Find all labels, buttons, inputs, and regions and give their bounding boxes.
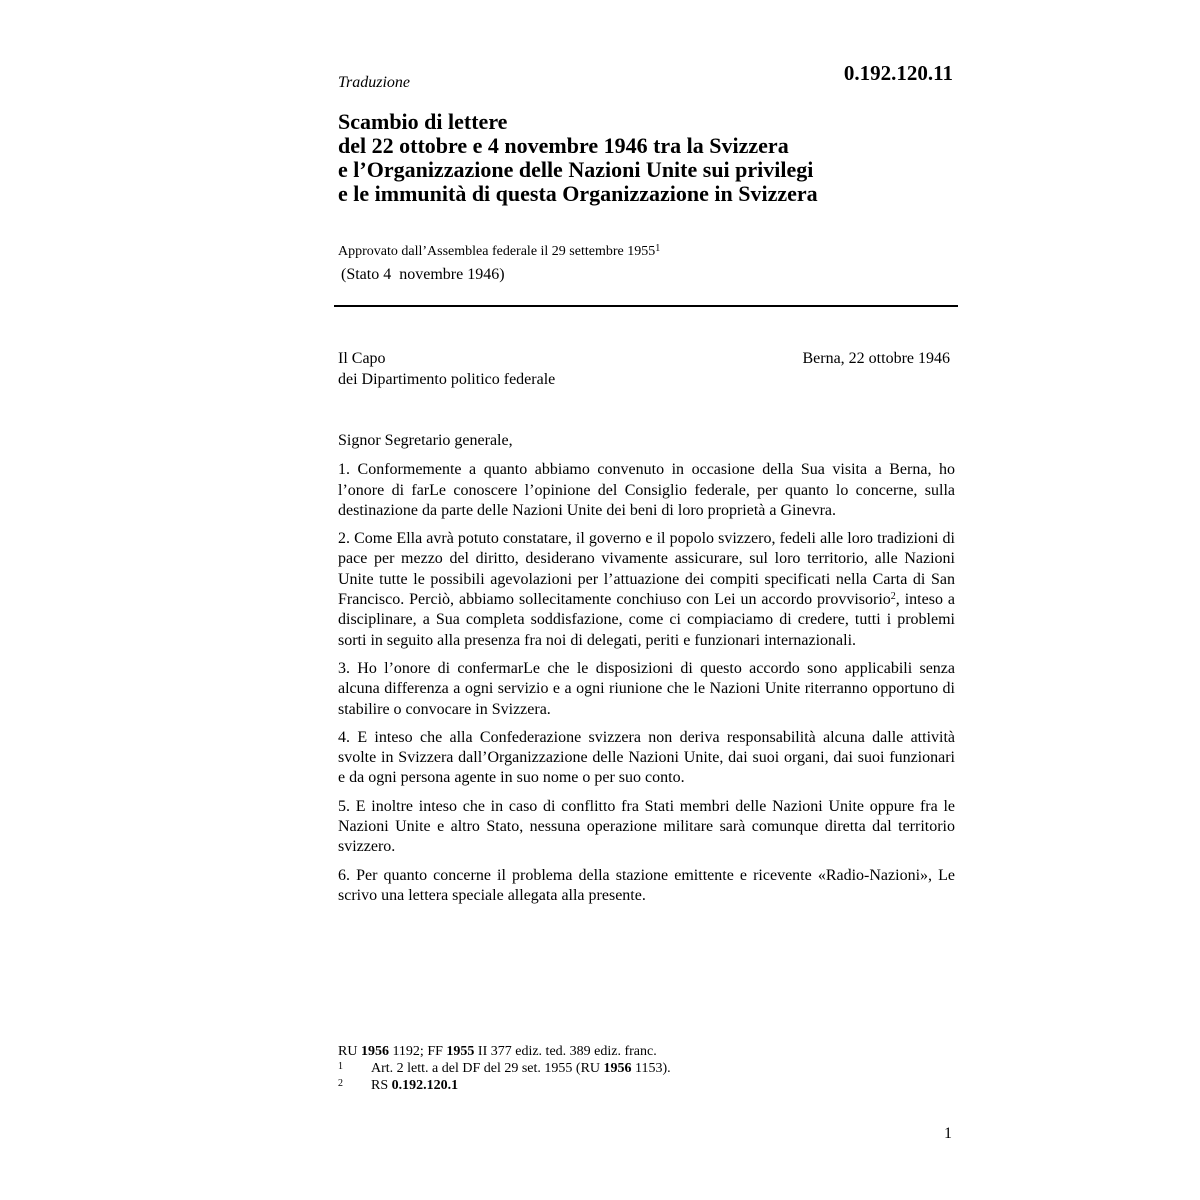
footnote-number: 2 [338, 1078, 343, 1089]
letter-greeting: Signor Segretario generale, [338, 432, 513, 449]
source-ru-rest: 1192; FF [388, 1044, 447, 1059]
footnote-2 [338, 1077, 958, 1094]
source-ff-year: 1955 [446, 1044, 475, 1059]
approval-text: Approvato dall’Assemblea federale il 29 settembre 1955 [338, 244, 656, 259]
document-number: 0.192.120.11 [843, 61, 953, 85]
status-date: (Stato 4 novembre 1946) [341, 266, 505, 283]
footnote-ref-1[interactable]: 1 [655, 243, 661, 254]
footnote-1 [338, 1060, 958, 1077]
paragraph-2 [338, 529, 955, 651]
sender-line: dei Dipartimento politico federale [338, 371, 556, 388]
footnote-text [371, 1060, 958, 1077]
letter-place-date: Berna, 22 ottobre 1946 [802, 350, 950, 367]
letter-body [338, 431, 955, 914]
title-line: Scambio di lettere [338, 109, 508, 134]
title-line: del 22 ottobre e 4 novembre 1946 tra la Svizzera [338, 133, 789, 158]
footnote-ref-2[interactable]: 2 [890, 591, 896, 603]
footnote-1-bold: 1956 [603, 1061, 632, 1076]
sender-line: Il Capo [338, 350, 386, 367]
page-number: 1 [944, 1125, 952, 1142]
source-reference [338, 1043, 958, 1060]
translation-label: Traduzione [338, 74, 411, 91]
footnotes [338, 1043, 958, 1094]
footnote-2-link[interactable]: 0.192.120.1 [391, 1078, 459, 1093]
footnote-1-text-b: 1153). [631, 1061, 671, 1076]
footnote-number: 1 [338, 1061, 343, 1072]
document-title [338, 110, 958, 206]
paragraph-1: 1. Conformemente a quanto abbiamo convenuto in occasione della Sua visita a Berna, ho l’onore di farLe conoscere l’opinione del Consiglio federale, per quanto lo concerne, sulla destinazione da parte delle Nazioni Unite dei beni di loro proprietà a Ginevra. [338, 461, 955, 519]
footnote-text [371, 1077, 958, 1094]
approval-note [338, 243, 660, 260]
source-ff-rest: II 377 ediz. ted. 389 ediz. franc. [474, 1044, 657, 1059]
title-line: e l’Organizzazione delle Nazioni Unite sui privilegi [338, 157, 814, 182]
footnote-2-text-a: RS [371, 1078, 392, 1093]
paragraph-5: 5. E inoltre inteso che in caso di conflitto fra Stati membri delle Nazioni Unite oppure fra le Nazioni Unite e altro Stato, nessuna operazione militare sarà comunque diretta dal territorio svizzero. [338, 797, 955, 856]
paragraph-2-text-a: 2. Come Ella avrà potuto constatare, il governo e il popolo svizzero, fedeli alle loro tradizioni di pace per mezzo del diritto, desiderano vivamente assicurare, sul loro territorio, alle Nazioni Unite tutte le possibili agevolazioni per l’attuazione dei compiti specificati nella Carta di San Francisco. Perciò, abbiamo sollecitamente conchiuso con Lei un accordo provvisorio [338, 530, 955, 609]
paragraph-2-text-b: , inteso a disciplinare, a Sua completa soddisfazione, come ci compiaciamo di credere, tutti i problemi sorti in seguito alla presenza fra noi di delegati, periti e funzionari internazionali. [338, 591, 956, 649]
paragraph-4: 4. E inteso che alla Confederazione svizzera non deriva responsabilità alcuna dalle attività svolte in Svizzera dall’Organizzazione delle Nazioni Unite, dai suoi organi, dai suoi funzionari e da ogni persona agente in suo nome o per suo conto. [338, 728, 955, 787]
source-ru-label: RU [338, 1044, 361, 1059]
title-line: e le immunità di questa Organizzazione in Svizzera [338, 181, 818, 206]
letter-sender [338, 348, 555, 390]
source-ru-year: 1956 [360, 1044, 389, 1059]
header-divider [334, 305, 958, 307]
footnote-1-text-a: Art. 2 lett. a del DF del 29 set. 1955 (RU [371, 1061, 604, 1076]
paragraph-3: 3. Ho l’onore di confermarLe che le disposizioni di questo accordo sono applicabili senza alcuna differenza a ogni servizio e a ogni riunione che le Nazioni Unite riterranno opportuno di stabilire o convocare in Svizzera. [338, 659, 955, 718]
paragraph-6: 6. Per quanto concerne il problema della stazione emittente e ricevente «Radio-Nazioni», Le scrivo una lettera speciale allegata alla presente. [338, 866, 955, 904]
